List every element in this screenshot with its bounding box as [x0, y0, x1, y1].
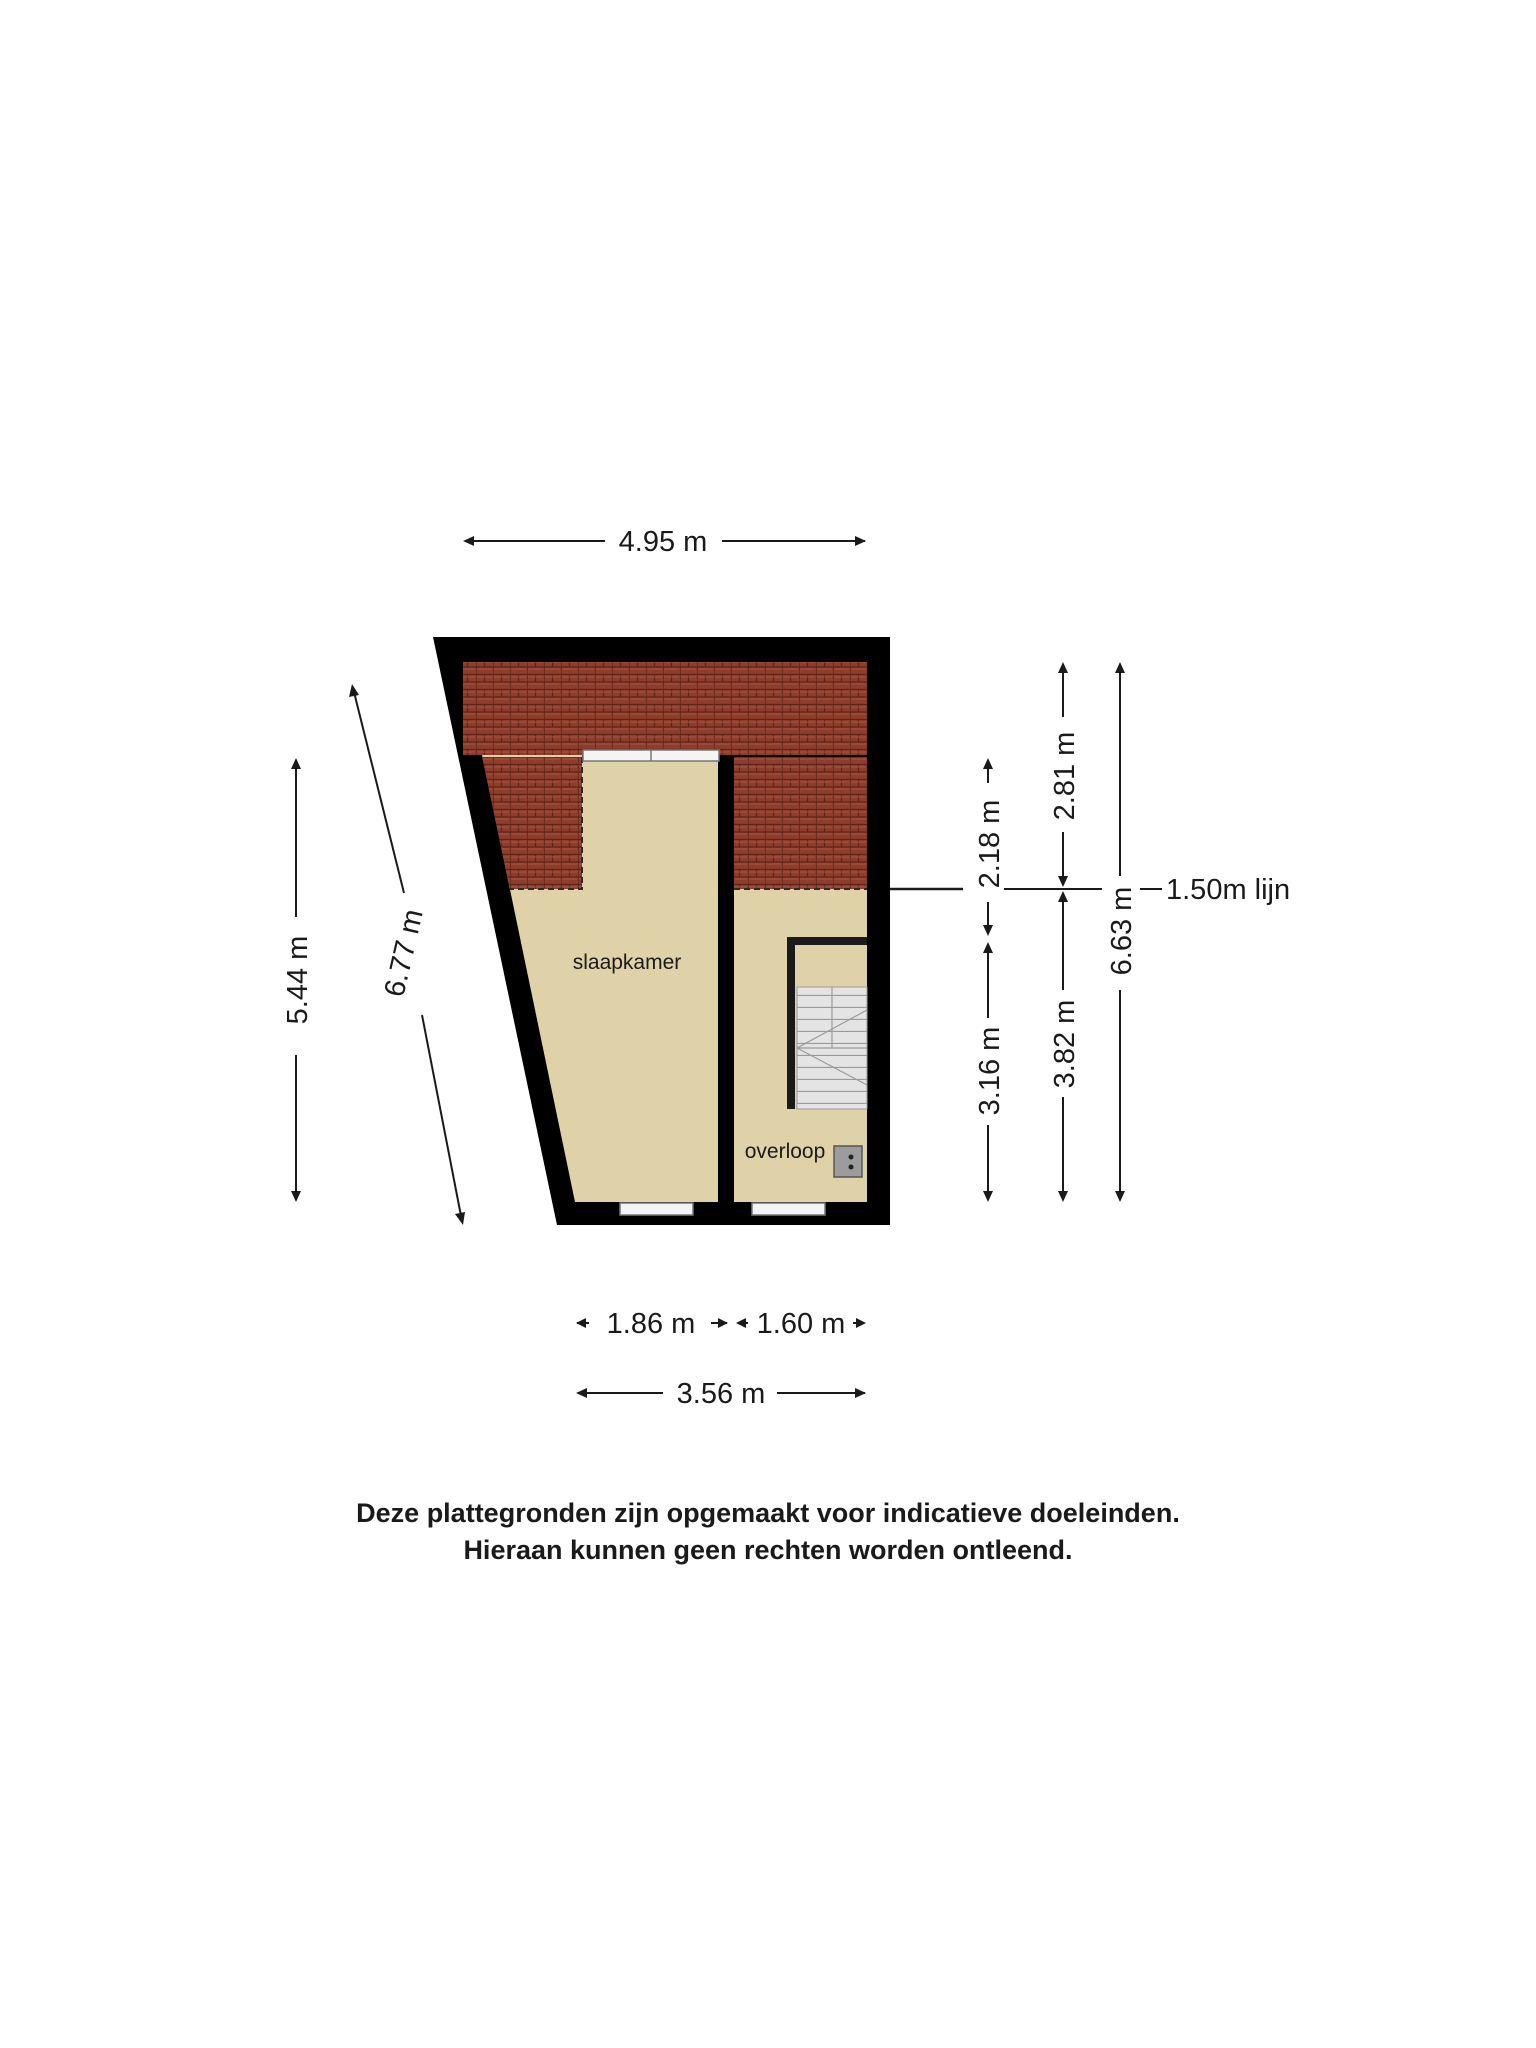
roof-tiles-top [463, 662, 867, 755]
meter-dot-1 [849, 1155, 854, 1160]
disclaimer-line-2: Hieraan kunnen geen rechten worden ontleend. [463, 1535, 1073, 1565]
dim-label-height-line: 1.50m lijn [1166, 874, 1291, 906]
dim-label-upper-right: 2.18 m [974, 799, 1006, 889]
dim-label-top-width: 4.95 m [618, 526, 708, 558]
dim-label-bottom-width: 3.56 m [676, 1378, 766, 1410]
stair-wall-side [787, 937, 795, 1109]
dim-label-upper-mid: 2.81 m [1049, 731, 1081, 821]
stair-wall [787, 937, 867, 945]
dim-label-left-height: 5.44 m [282, 935, 314, 1025]
roof-tiles-right [734, 757, 867, 889]
dim-label-total-height: 6.63 m [1106, 886, 1138, 976]
meter-dot-2 [849, 1165, 854, 1170]
meter-box [834, 1146, 862, 1177]
room-label-slaapkamer: slaapkamer [572, 951, 682, 974]
room-label-overloop: overloop [744, 1140, 826, 1163]
dim-label-slanted-wall: 6.77 m [378, 906, 430, 1000]
dim-label-lower-mid: 3.82 m [1049, 999, 1081, 1089]
dim-label-slaapkamer-width: 1.86 m [606, 1308, 696, 1340]
dim-label-overloop-width: 1.60 m [756, 1308, 846, 1340]
interior-wall [718, 755, 734, 1225]
window-bottom-right [752, 1203, 825, 1215]
disclaimer-line-1: Deze plattegronden zijn opgemaakt voor indicatieve doeleinden. [356, 1498, 1180, 1528]
dim-label-lower-right: 3.16 m [974, 1026, 1006, 1116]
window-bottom-left [620, 1203, 693, 1215]
